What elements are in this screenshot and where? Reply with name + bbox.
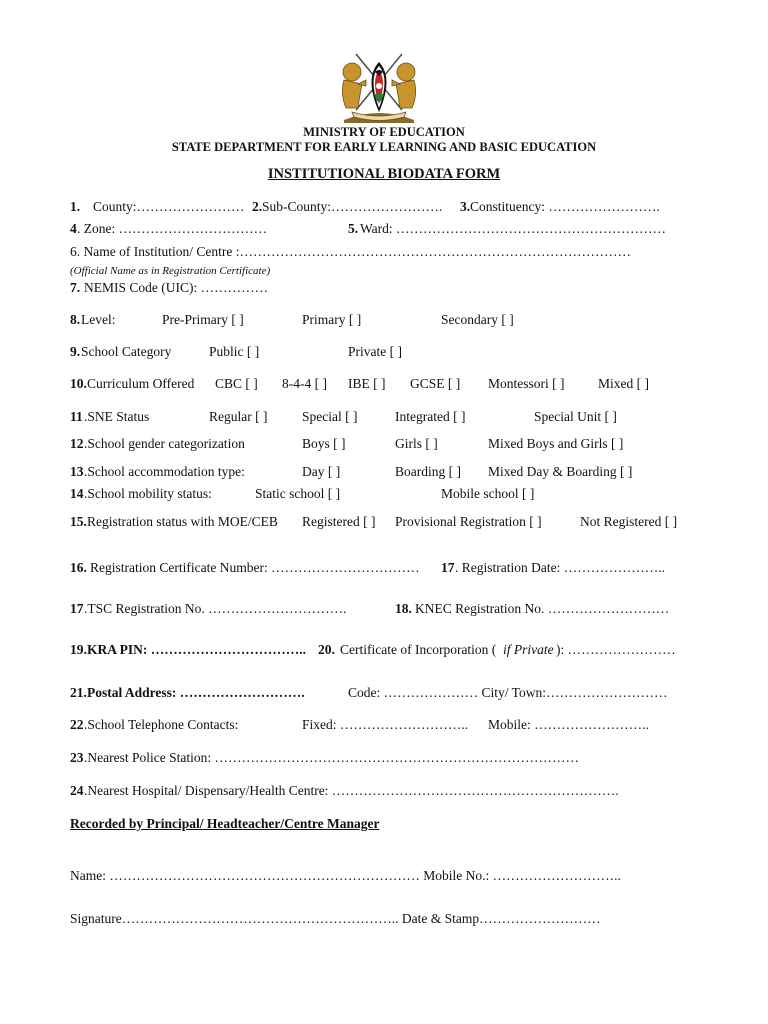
field-text: Primary [ ] xyxy=(302,312,362,327)
field-text: Postal Address: ………………………. xyxy=(87,685,305,700)
field-text: 11 xyxy=(70,409,83,424)
field-text: Special [ ] xyxy=(302,409,358,424)
field-text: (Official Name as in Registration Certificate) xyxy=(70,265,271,277)
field-text: 12 xyxy=(70,436,84,451)
field-text: Fixed: ……………………….. xyxy=(302,717,469,732)
field-text: Mobile school [ ] xyxy=(441,486,535,501)
field-text: 8-4-4 [ ] xyxy=(282,376,327,391)
field-text: Mixed Day & Boarding [ ] xyxy=(488,464,633,479)
field-text: 15. xyxy=(70,514,87,529)
field-text: 3. xyxy=(460,199,471,214)
field-text: Certificate of Incorporation ( xyxy=(340,642,497,657)
field-text: .School mobility status: xyxy=(84,486,212,501)
field-text: Girls [ ] xyxy=(395,436,438,451)
field-text: Registration status with MOE/CEB xyxy=(87,514,278,529)
field-text: 17 xyxy=(441,560,455,575)
field-text: . Registration Date: ………………….. xyxy=(455,560,665,575)
field-text: .School Telephone Contacts: xyxy=(84,717,239,732)
form-title: INSTITUTIONAL BIODATA FORM xyxy=(267,166,501,182)
field-text: Registered [ ] xyxy=(302,514,376,529)
field-text: Day [ ] xyxy=(302,464,341,479)
field-text: Boarding [ ] xyxy=(395,464,461,479)
kenya-coat-of-arms-icon xyxy=(336,50,422,124)
field-text: 14 xyxy=(70,486,84,501)
field-text: .School gender categorization xyxy=(84,436,245,451)
field-text: 2. xyxy=(252,199,263,214)
ministry-title: MINISTRY OF EDUCATION xyxy=(303,125,465,139)
field-text: . Zone: …………………………… xyxy=(77,221,268,236)
field-text: Not Registered [ ] xyxy=(580,514,678,529)
field-text: .Nearest Hospital/ Dispensary/Health Centre: ………………………………………………………. xyxy=(84,783,619,798)
field-text: 6. Name of Institution/ Centre :…………………………………………………………………………… xyxy=(70,244,631,259)
field-text: Sub-County:……………………. xyxy=(262,199,443,214)
field-text: Boys [ ] xyxy=(302,436,346,451)
field-text: Name: …………………………………………………………… Mobile No.: ……………………….. xyxy=(70,868,621,883)
field-text: Special Unit [ ] xyxy=(534,409,617,424)
department-title: STATE DEPARTMENT FOR EARLY LEARNING AND BASIC EDUCATION xyxy=(171,140,597,154)
field-text: Mixed Boys and Girls [ ] xyxy=(488,436,624,451)
field-text: 20. xyxy=(318,642,335,657)
field-text: if Private xyxy=(503,642,554,657)
field-text: 21. xyxy=(70,685,87,700)
field-text: CBC [ ] xyxy=(215,376,258,391)
field-text: .TSC Registration No. …………………………. xyxy=(84,601,347,616)
field-text: 8. xyxy=(70,312,81,327)
field-text: 24 xyxy=(70,783,84,798)
field-text: Regular [ ] xyxy=(209,409,268,424)
field-text: Pre-Primary [ ] xyxy=(162,312,244,327)
field-text: Public [ ] xyxy=(209,344,260,359)
field-text: Provisional Registration [ ] xyxy=(395,514,542,529)
field-text: 22 xyxy=(70,717,84,732)
field-text: Ward: …………………………………………………… xyxy=(360,221,667,236)
field-text: School Category xyxy=(81,344,172,359)
field-text: 7. xyxy=(70,280,81,295)
field-text: 5. xyxy=(348,221,359,236)
field-text: 18. xyxy=(395,601,412,616)
field-text: 4 xyxy=(70,221,77,236)
field-text: 17 xyxy=(70,601,84,616)
field-text: KNEC Registration No. ……………………… xyxy=(415,601,670,616)
field-text: .SNE Status xyxy=(84,409,150,424)
field-text: KRA PIN: …………………………….. xyxy=(87,642,306,657)
field-text: ): …………………… xyxy=(556,642,676,657)
field-text: .Nearest Police Station: ……………………………………………………………………… xyxy=(84,750,579,765)
field-text: GCSE [ ] xyxy=(410,376,461,391)
field-text: 13 xyxy=(70,464,84,479)
field-text: Private [ ] xyxy=(348,344,402,359)
field-text: 1. xyxy=(70,199,81,214)
field-text: 19. xyxy=(70,642,87,657)
field-text: .School accommodation type: xyxy=(84,464,245,479)
field-text: Mixed [ ] xyxy=(598,376,649,391)
field-text: Signature…………………………………………………….. Date & Stamp……………………… xyxy=(70,911,601,926)
field-text: Registration Certificate Number: …………………………… xyxy=(90,560,420,575)
field-text: Mobile: …………………….. xyxy=(488,717,649,732)
field-text: Secondary [ ] xyxy=(441,312,514,327)
field-text: County:…………………… xyxy=(93,199,245,214)
field-text: 23 xyxy=(70,750,84,765)
field-text: Constituency: ……………………. xyxy=(470,199,660,214)
field-text: Code: ………………… City/ Town:……………………… xyxy=(348,685,668,700)
field-text: IBE [ ] xyxy=(348,376,386,391)
field-text: 9. xyxy=(70,344,81,359)
field-text: Montessori [ ] xyxy=(488,376,565,391)
field-text: Integrated [ ] xyxy=(395,409,466,424)
field-text: Curriculum Offered xyxy=(87,376,195,391)
field-text: NEMIS Code (UIC): …………… xyxy=(84,280,269,295)
field-text: 10. xyxy=(70,376,87,391)
field-text: Recorded by Principal/ Headteacher/Centre Manager xyxy=(70,816,380,831)
field-text: Level: xyxy=(81,312,116,327)
field-text: 16. xyxy=(70,560,87,575)
field-text: Static school [ ] xyxy=(255,486,341,501)
